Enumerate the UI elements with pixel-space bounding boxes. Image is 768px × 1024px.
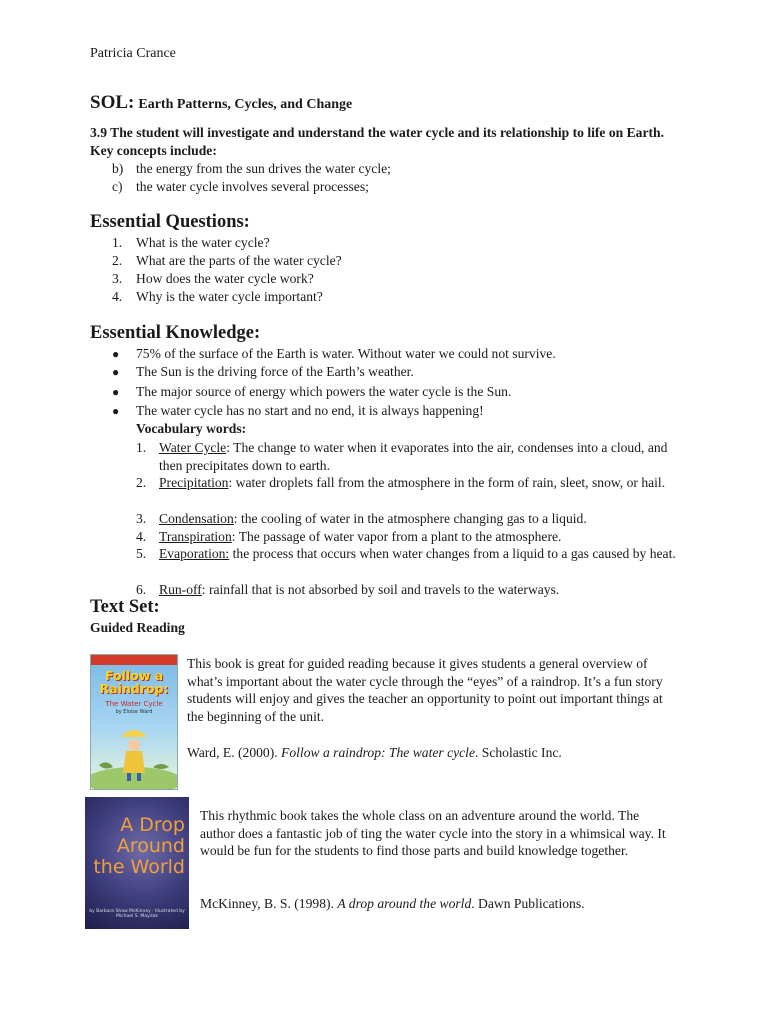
book-cover-follow-a-raindrop bbox=[90, 654, 178, 790]
citation-title: Follow a raindrop: The water cycle bbox=[281, 745, 475, 760]
item-marker: 1. bbox=[112, 235, 123, 250]
knowledge-bullet bbox=[112, 364, 414, 380]
citation-prefix: Ward, E. (2000). bbox=[187, 745, 282, 760]
item-text: What are the parts of the water cycle? bbox=[136, 253, 342, 268]
vocab-definition bbox=[159, 439, 679, 474]
standard-statement: 3.9 The student will investigate and understand the water cycle and its relationship to life on Earth. Key concepts include: bbox=[90, 125, 664, 158]
vocab-def-text: : The passage of water vapor from a plant to the atmosphere. bbox=[231, 529, 562, 544]
cover-strip bbox=[91, 655, 177, 665]
citation-suffix: . Dawn Publications. bbox=[471, 896, 585, 911]
vocab-definition bbox=[159, 510, 679, 528]
bullet-text: 75% of the surface of the Earth is water. Without water we could not survive. bbox=[136, 346, 556, 361]
essential-knowledge-heading: Essential Knowledge: bbox=[90, 323, 261, 343]
vocab-term: Water Cycle bbox=[159, 440, 227, 455]
item-text: What is the water cycle? bbox=[136, 235, 270, 250]
bullet-text: The water cycle has no start and no end, it is always happening! bbox=[136, 403, 484, 418]
vocab-term: Evaporation: bbox=[159, 546, 230, 561]
cover-byline: by Eloise Ward bbox=[115, 709, 153, 715]
standard-item bbox=[112, 161, 391, 177]
text-set-heading: Text Set: bbox=[90, 597, 160, 617]
standard-item bbox=[112, 179, 369, 195]
item-text: the energy from the sun drives the water cycle; bbox=[136, 161, 391, 176]
knowledge-bullet bbox=[112, 384, 511, 400]
vocab-def-text: : the cooling of water in the atmosphere changing gas to a liquid. bbox=[233, 511, 587, 526]
item-marker: 4. bbox=[112, 289, 123, 304]
essential-questions-heading: Essential Questions: bbox=[90, 212, 250, 232]
vocab-def-text: : rainfall that is not absorbed by soil and travels to the waterways. bbox=[201, 582, 560, 597]
question-item bbox=[112, 253, 342, 269]
item-marker: b) bbox=[112, 161, 124, 176]
sol-title: Earth Patterns, Cycles, and Change bbox=[138, 97, 353, 112]
vocab-definition bbox=[159, 581, 679, 599]
vocabulary-heading: Vocabulary words: bbox=[136, 421, 247, 436]
question-item bbox=[112, 271, 314, 287]
citation-suffix: . Scholastic Inc. bbox=[474, 745, 562, 760]
cover-byline: by Barbara Shaw McKinney · Illustrated by Michael S. Maydak bbox=[89, 909, 185, 919]
vocab-def-text: : The change to water when it evaporates into the air, condenses into a cloud, and then precipitates down to earth. bbox=[159, 440, 668, 473]
bullet-text: The major source of energy which powers the water cycle is the Sun. bbox=[136, 384, 512, 399]
book-description: This book is great for guided reading because it gives students a general overview of what’s important about the water cycle through the “eyes” of a raindrop. It’s a fun story students will enjoy and gives the teacher an opportunity to point out important things at the beginning of the unit. bbox=[187, 656, 663, 724]
item-marker: 3. bbox=[112, 271, 123, 286]
item-marker: 3. bbox=[136, 511, 147, 526]
item-text: Why is the water cycle important? bbox=[136, 289, 323, 304]
cover-title: Follow a Raindrop: bbox=[99, 668, 169, 696]
book-description: This rhythmic book takes the whole class on an adventure around the world. The author does a fantastic job of ting the water cycle into the story in a whimsical way. It would be fun for the students to find those parts and build knowledge together. bbox=[200, 808, 666, 858]
item-marker: 2. bbox=[112, 253, 123, 268]
bullet-icon: ● bbox=[112, 347, 120, 361]
vocab-definition bbox=[159, 545, 679, 563]
sol-heading bbox=[90, 92, 352, 114]
item-marker: 5. bbox=[136, 546, 147, 561]
bullet-icon: ● bbox=[112, 404, 120, 418]
vocab-term: Transpiration bbox=[159, 529, 232, 544]
item-marker: 6. bbox=[136, 582, 147, 597]
bullet-icon: ● bbox=[112, 365, 120, 379]
vocab-term: Precipitation bbox=[159, 475, 229, 490]
book-citation bbox=[200, 896, 585, 912]
book-citation bbox=[187, 745, 562, 761]
sol-label: SOL: bbox=[90, 92, 135, 113]
guided-reading-heading: Guided Reading bbox=[90, 620, 185, 635]
book-cover-a-drop-around-the-world bbox=[85, 797, 189, 929]
item-text: the water cycle involves several processes; bbox=[136, 179, 369, 194]
vocab-term: Run-off bbox=[159, 582, 202, 597]
vocab-definition bbox=[159, 474, 679, 492]
item-marker: 2. bbox=[136, 475, 147, 490]
question-item bbox=[112, 235, 270, 251]
vocab-def-text: the process that occurs when water changes from a liquid to a gas caused by heat. bbox=[229, 546, 676, 561]
item-marker: 1. bbox=[136, 440, 147, 455]
author-name: Patricia Crance bbox=[90, 46, 176, 61]
bullet-icon: ● bbox=[112, 385, 120, 399]
vocab-term: Condensation bbox=[159, 511, 234, 526]
cover-subtitle: The Water Cycle bbox=[105, 700, 163, 708]
cover-illustration bbox=[91, 715, 177, 789]
citation-prefix: McKinney, B. S. (1998). bbox=[200, 896, 338, 911]
citation-title: A drop around the world bbox=[337, 896, 472, 911]
knowledge-bullet bbox=[112, 346, 556, 362]
cover-title: A Drop Around the World bbox=[93, 814, 185, 878]
vocab-def-text: : water droplets fall from the atmosphere in the form of rain, sleet, snow, or hail. bbox=[228, 475, 666, 490]
item-marker: 4. bbox=[136, 529, 147, 544]
item-text: How does the water cycle work? bbox=[136, 271, 314, 286]
item-marker: c) bbox=[112, 179, 123, 194]
vocab-definition bbox=[159, 528, 679, 546]
knowledge-bullet bbox=[112, 403, 484, 419]
bullet-text: The Sun is the driving force of the Earth’s weather. bbox=[136, 364, 414, 379]
question-item bbox=[112, 289, 323, 305]
